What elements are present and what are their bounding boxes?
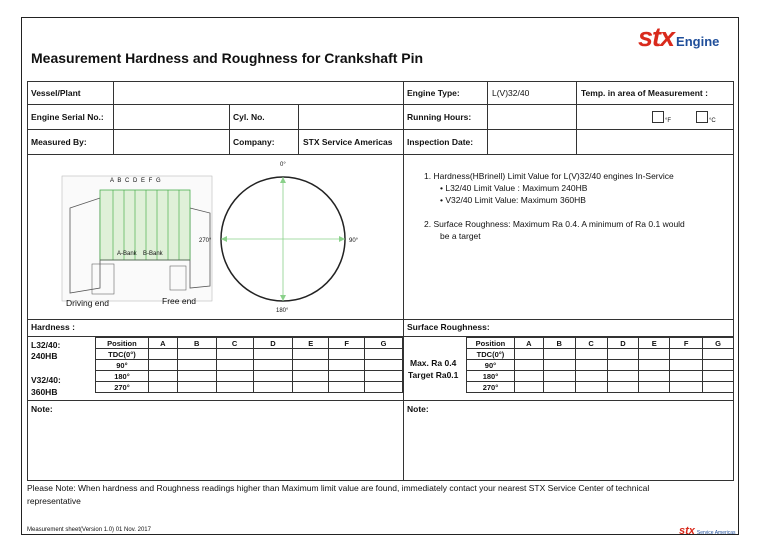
roughness-cell[interactable] — [575, 371, 607, 382]
roughness-cell[interactable] — [670, 371, 703, 382]
company-value: STX Service Americas — [303, 137, 393, 147]
version-label: Measurement sheet(Version 1.0) 01 Nov. 2017 — [27, 527, 151, 533]
roughness-cell[interactable] — [607, 382, 639, 393]
hardness-col-a: A — [148, 338, 177, 349]
table-row — [467, 382, 734, 393]
position-letters: A B C D E F G — [110, 178, 162, 184]
grid-line — [576, 81, 577, 154]
roughness-cell[interactable] — [703, 371, 734, 382]
hardness-cell[interactable] — [329, 382, 365, 393]
grid-line — [403, 81, 404, 481]
roughness-cell[interactable] — [703, 349, 734, 360]
hardness-cell[interactable] — [177, 371, 216, 382]
limit-item-2-line-1: 2. Surface Roughness: Maximum Ra 0.4. A minimum of Ra 0.1 would — [424, 219, 685, 229]
hardness-pos-270: 270° — [96, 382, 149, 393]
grid-line — [487, 81, 488, 154]
hardness-cell[interactable] — [329, 371, 365, 382]
hardness-cell[interactable] — [177, 382, 216, 393]
roughness-pos-tdc: TDC(0°) — [467, 349, 515, 360]
hardness-col-c: C — [216, 338, 253, 349]
roughness-col-b: B — [543, 338, 575, 349]
roughness-cell[interactable] — [703, 382, 734, 393]
hardness-col-f: F — [329, 338, 365, 349]
max-ra-label: Max. Ra 0.4 — [410, 358, 457, 368]
hardness-cell[interactable] — [216, 371, 253, 382]
roughness-pos-270: 270° — [467, 382, 515, 393]
v32-label: V32/40: — [31, 375, 61, 385]
celsius-unit: °C — [709, 118, 716, 124]
roughness-cell[interactable] — [543, 349, 575, 360]
hardness-cell[interactable] — [293, 360, 329, 371]
footer-note-line-2: representative — [27, 496, 81, 506]
arrow-180-icon — [280, 295, 286, 301]
roughness-cell[interactable] — [670, 360, 703, 371]
hardness-cell[interactable] — [365, 371, 403, 382]
table-row — [96, 371, 403, 382]
table-row — [467, 349, 734, 360]
hardness-cell[interactable] — [329, 349, 365, 360]
hardness-cell[interactable] — [148, 382, 177, 393]
roughness-col-position: Position — [467, 338, 515, 349]
roughness-cell[interactable] — [575, 360, 607, 371]
stx-engine-logo — [638, 22, 719, 53]
grid-line — [229, 104, 230, 154]
roughness-cell[interactable] — [639, 382, 670, 393]
roughness-pos-90: 90° — [467, 360, 515, 371]
driving-end-label: Driving end — [66, 298, 109, 308]
roughness-pos-180: 180° — [467, 371, 515, 382]
hardness-pos-180: 180° — [96, 371, 149, 382]
hardness-cell[interactable] — [177, 360, 216, 371]
roughness-cell[interactable] — [514, 371, 543, 382]
hardness-cell[interactable] — [293, 382, 329, 393]
roughness-col-f: F — [670, 338, 703, 349]
table-row — [96, 360, 403, 371]
roughness-header-row — [467, 338, 734, 349]
arrow-90-icon — [339, 236, 345, 242]
roughness-table — [466, 337, 734, 393]
measured-by-label: Measured By: — [31, 137, 87, 147]
crankshaft-drawing — [60, 168, 220, 308]
hardness-cell[interactable] — [365, 360, 403, 371]
footer-logo-sub: Service Americas — [696, 530, 736, 536]
roughness-col-g: G — [703, 338, 734, 349]
b-bank-label: B-Bank — [143, 251, 163, 257]
table-row — [96, 382, 403, 393]
roughness-cell[interactable] — [670, 349, 703, 360]
hardness-cell[interactable] — [216, 349, 253, 360]
hardness-cell[interactable] — [148, 360, 177, 371]
roughness-cell[interactable] — [639, 360, 670, 371]
degree-0-label: 0° — [280, 162, 286, 168]
grid-line — [27, 319, 734, 320]
roughness-cell[interactable] — [607, 349, 639, 360]
grid-line — [27, 104, 734, 105]
degree-90-label: 90° — [349, 238, 359, 244]
roughness-cell[interactable] — [514, 382, 543, 393]
engine-logo-text: Engine — [676, 34, 720, 49]
target-ra-label: Target Ra0.1 — [408, 370, 459, 380]
hardness-pos-tdc: TDC(0°) — [96, 349, 149, 360]
roughness-cell[interactable] — [543, 382, 575, 393]
limit-bullet-2-text: V32/40 Limit Value: Maximum 360HB — [445, 195, 586, 205]
limit-item-2-line-2: be a target — [440, 231, 481, 241]
grid-line — [298, 104, 299, 154]
grid-line — [27, 129, 734, 130]
hardness-cell[interactable] — [148, 371, 177, 382]
roughness-col-c: C — [575, 338, 607, 349]
limit-bullet-1-text: L32/40 Limit Value : Maximum 240HB — [445, 183, 588, 193]
roughness-cell[interactable] — [639, 349, 670, 360]
grid-line — [27, 400, 734, 401]
engine-type-label: Engine Type: — [407, 88, 460, 98]
roughness-col-e: E — [639, 338, 670, 349]
hardness-table — [95, 337, 403, 393]
hardness-col-position: Position — [96, 338, 149, 349]
roughness-cell[interactable] — [514, 349, 543, 360]
hardness-cell[interactable] — [148, 349, 177, 360]
form-title: Measurement Hardness and Roughness for Crankshaft Pin — [31, 50, 424, 66]
hardness-cell[interactable] — [177, 349, 216, 360]
running-hours-label: Running Hours: — [407, 112, 472, 122]
fahrenheit-checkbox[interactable] — [652, 111, 664, 123]
temp-label: Temp. in area of Measurement : — [581, 88, 708, 98]
roughness-cell[interactable] — [670, 382, 703, 393]
footer-logo-stx: stx — [679, 525, 695, 537]
grid-line — [27, 81, 28, 481]
celsius-checkbox[interactable] — [696, 111, 708, 123]
roughness-cell[interactable] — [543, 360, 575, 371]
note-right-label: Note: — [407, 404, 429, 414]
hardness-cell[interactable] — [293, 371, 329, 382]
hardness-cell[interactable] — [365, 349, 403, 360]
roughness-cell[interactable] — [575, 382, 607, 393]
grid-line — [113, 81, 114, 154]
table-row — [467, 371, 734, 382]
roughness-cell[interactable] — [607, 360, 639, 371]
hardness-cell[interactable] — [293, 349, 329, 360]
hardness-cell[interactable] — [253, 371, 293, 382]
note-left-label: Note: — [31, 404, 53, 414]
l32-value: 240HB — [31, 351, 58, 361]
free-end-label: Free end — [162, 296, 197, 306]
roughness-cell[interactable] — [514, 360, 543, 371]
grid-line — [27, 154, 734, 155]
roughness-cell[interactable] — [575, 349, 607, 360]
roughness-section-label: Surface Roughness: — [407, 322, 490, 332]
hardness-section-label: Hardness : — [31, 322, 75, 332]
degree-180-label: 180° — [276, 308, 289, 314]
hardness-cell[interactable] — [365, 382, 403, 393]
grid-line — [27, 480, 734, 481]
engine-serial-label: Engine Serial No.: — [31, 112, 104, 122]
limit-bullet-1: • L32/40 Limit Value : Maximum 240HB — [440, 183, 588, 193]
cyl-no-label: Cyl. No. — [233, 112, 265, 122]
roughness-cell[interactable] — [639, 371, 670, 382]
company-label: Company: — [233, 137, 275, 147]
hardness-header-row — [96, 338, 403, 349]
arrow-270-icon — [221, 236, 227, 242]
grid-line — [733, 81, 734, 481]
limit-item-1: 1. Hardness(HBrinell) Limit Value for L(V)32/40 engines In-Service — [424, 171, 674, 181]
table-row — [96, 349, 403, 360]
degree-270-label: 270° — [199, 238, 212, 244]
pin-circle-diagram — [217, 172, 353, 308]
v32-value: 360HB — [31, 387, 58, 397]
stx-logo-text: stx — [638, 22, 675, 52]
hardness-pos-90: 90° — [96, 360, 149, 371]
limit-bullet-2: • V32/40 Limit Value: Maximum 360HB — [440, 195, 586, 205]
roughness-cell[interactable] — [543, 371, 575, 382]
table-row — [467, 360, 734, 371]
footer-logo — [679, 521, 736, 539]
hardness-cell[interactable] — [216, 360, 253, 371]
hardness-cell[interactable] — [216, 382, 253, 393]
hardness-col-b: B — [177, 338, 216, 349]
hardness-col-g: G — [365, 338, 403, 349]
hardness-col-e: E — [293, 338, 329, 349]
arrow-0-icon — [280, 177, 286, 183]
hardness-cell[interactable] — [253, 360, 293, 371]
footer-note-line-1: Please Note: When hardness and Roughness readings higher than Maximum limit value are found, immediately contact your nearest STX Service Center of technical — [27, 483, 650, 493]
vessel-plant-label: Vessel/Plant — [31, 88, 81, 98]
inspection-date-label: Inspection Date: — [407, 137, 474, 147]
roughness-cell[interactable] — [607, 371, 639, 382]
hardness-cell[interactable] — [329, 360, 365, 371]
engine-type-value: L(V)32/40 — [492, 88, 530, 98]
l32-label: L32/40: — [31, 340, 61, 350]
roughness-col-d: D — [607, 338, 639, 349]
hardness-cell[interactable] — [253, 382, 293, 393]
grid-line — [27, 81, 734, 82]
a-bank-label: A-Bank — [117, 251, 137, 257]
fahrenheit-unit: °F — [665, 118, 672, 124]
roughness-col-a: A — [514, 338, 543, 349]
hardness-col-d: D — [253, 338, 293, 349]
hardness-cell[interactable] — [253, 349, 293, 360]
roughness-cell[interactable] — [703, 360, 734, 371]
